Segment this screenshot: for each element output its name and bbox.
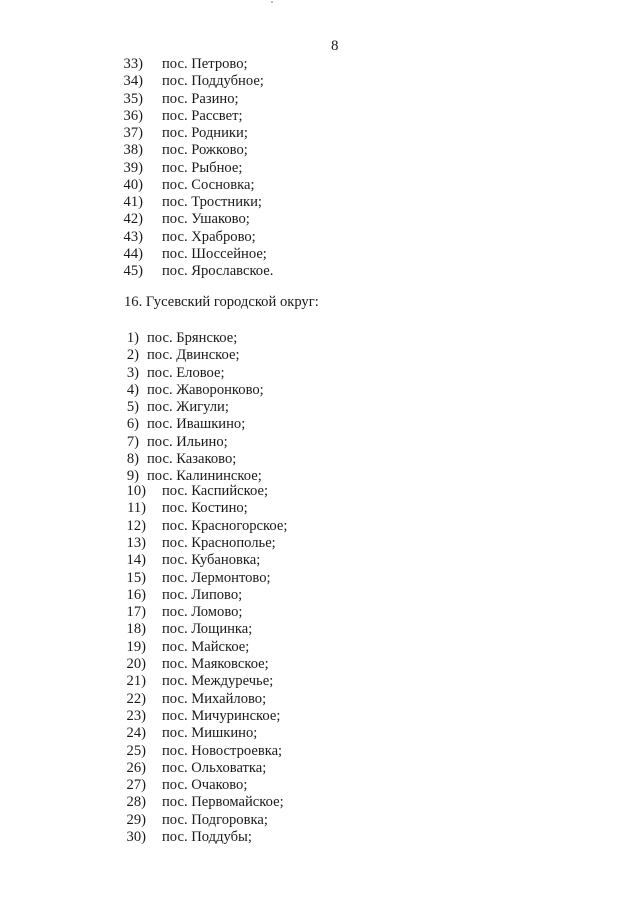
item-name: пос. Жигули;	[147, 399, 229, 415]
item-name: пос. Междуречье;	[162, 673, 274, 690]
item-number: 40)	[123, 176, 143, 193]
item-number: 7)	[126, 433, 139, 450]
section-heading: 16. Гусевский городской округ:	[124, 294, 319, 310]
item-name: пос. Подгоровка;	[162, 811, 268, 828]
page-number: 8	[331, 38, 339, 54]
item-name: пос. Поддубное;	[162, 73, 264, 90]
item-name: пос. Поддубы;	[162, 829, 252, 845]
item-number: 14)	[126, 552, 146, 569]
item-number: 3)	[126, 364, 139, 381]
item-number: 27)	[126, 777, 146, 794]
item-name: пос. Мичуринское;	[162, 707, 281, 724]
item-name: пос. Ушаково;	[162, 211, 250, 228]
item-number: 20)	[126, 656, 146, 672]
item-number: 15)	[126, 569, 146, 586]
item-number: 41)	[123, 194, 143, 210]
item-name: пос. Лощинка;	[162, 621, 253, 638]
item-name: пос. Лермонтово;	[162, 569, 271, 586]
item-name: пос. Маяковское;	[162, 656, 269, 672]
item-number: 42)	[123, 211, 143, 228]
item-name: пос. Родники;	[162, 125, 248, 141]
item-number: 16)	[126, 586, 146, 603]
item-number: 26)	[126, 759, 146, 776]
item-number: 9)	[126, 468, 139, 484]
item-name: пос. Рожково;	[162, 142, 248, 159]
item-name: пос. Ивашкино;	[147, 416, 246, 433]
item-number: 11)	[127, 500, 146, 517]
item-name: пос. Рыбное;	[162, 159, 243, 176]
item-number: 22)	[126, 690, 146, 707]
item-name: пос. Красногорское;	[162, 517, 288, 534]
item-number: 37)	[123, 125, 143, 141]
item-number: 13)	[126, 534, 146, 551]
item-name: пос. Кубановка;	[162, 552, 261, 569]
item-name: пос. Ильино;	[147, 433, 228, 450]
item-name: пос. Майское;	[162, 638, 250, 655]
item-number: 6)	[126, 416, 139, 433]
item-number: 28)	[126, 794, 146, 811]
item-number: 2)	[126, 347, 139, 364]
item-name: пос. Мишкино;	[162, 725, 258, 742]
item-name: пос. Ломово;	[162, 604, 243, 621]
item-number: 10)	[126, 483, 146, 499]
item-name: пос. Липово;	[162, 586, 243, 603]
item-name: пос. Еловое;	[147, 364, 225, 381]
item-name: пос. Костино;	[162, 500, 248, 517]
item-number: 17)	[126, 604, 146, 621]
item-number: 25)	[126, 742, 146, 759]
item-name: пос. Краснополье;	[162, 534, 276, 551]
item-name: пос. Брянское;	[147, 330, 238, 346]
item-number: 24)	[126, 725, 146, 742]
item-number: 8)	[126, 450, 139, 467]
item-number: 39)	[123, 159, 143, 176]
item-number: 29)	[126, 811, 146, 828]
scan-mark	[271, 1, 273, 3]
item-name: пос. Сосновка;	[162, 176, 255, 193]
item-name: пос. Петрово;	[162, 56, 248, 72]
item-number: 1)	[126, 330, 139, 346]
item-number: 45)	[123, 263, 143, 279]
item-number: 34)	[123, 73, 143, 90]
item-name: пос. Казаково;	[147, 450, 237, 467]
item-number: 38)	[123, 142, 143, 159]
item-name: пос. Ольховатка;	[162, 759, 267, 776]
item-name: пос. Каспийское;	[162, 483, 269, 499]
item-number: 36)	[123, 107, 143, 124]
item-name: пос. Разино;	[162, 90, 239, 107]
item-number: 35)	[123, 90, 143, 107]
item-name: пос. Тростники;	[162, 194, 262, 210]
item-number: 21)	[126, 673, 146, 690]
item-name: пос. Шоссейное;	[162, 245, 267, 262]
item-number: 43)	[123, 228, 143, 245]
item-name: пос. Рассвет;	[162, 107, 243, 124]
item-number: 19)	[126, 638, 146, 655]
item-name: пос. Очаково;	[162, 777, 248, 794]
item-name: пос. Михайлово;	[162, 690, 267, 707]
item-name: пос. Первомайское;	[162, 794, 284, 811]
item-name: пос. Ярославское.	[162, 263, 274, 279]
item-number: 44)	[123, 245, 143, 262]
item-number: 30)	[126, 829, 146, 845]
item-number: 4)	[126, 381, 139, 398]
item-name: пос. Храброво;	[162, 228, 256, 245]
item-name: пос. Новостроевка;	[162, 742, 283, 759]
item-number: 5)	[126, 399, 139, 415]
item-number: 12)	[126, 517, 146, 534]
item-name: пос. Жаворонково;	[147, 381, 264, 398]
item-number: 23)	[126, 707, 146, 724]
item-name: пос. Двинское;	[147, 347, 240, 364]
item-number: 33)	[123, 56, 143, 72]
item-number: 18)	[126, 621, 146, 638]
item-name: пос. Калининское;	[147, 468, 262, 484]
